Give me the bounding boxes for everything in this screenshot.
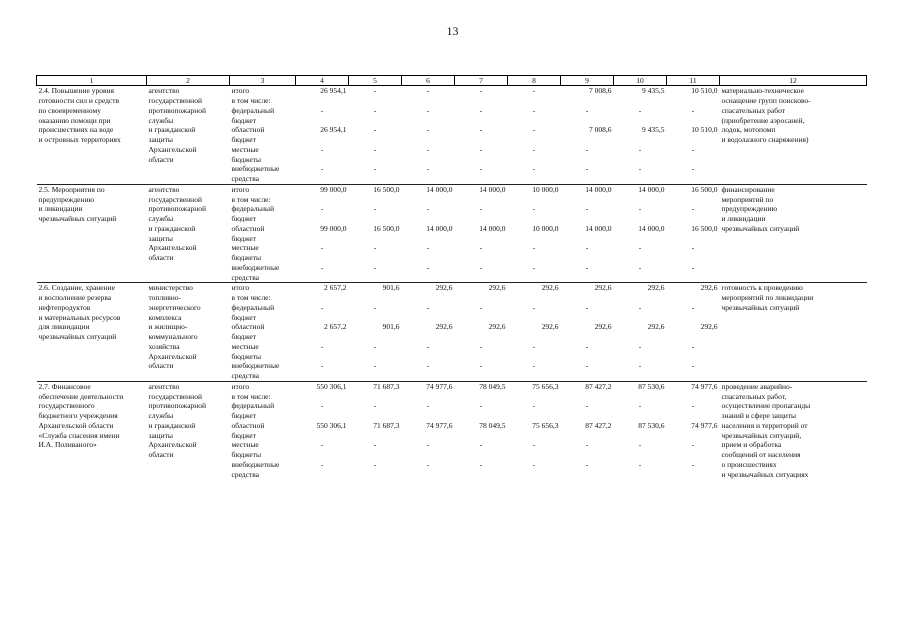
amount-cell: - bbox=[320, 302, 324, 312]
table-body bbox=[37, 76, 867, 480]
amount-cell: 71 687,3 bbox=[373, 420, 400, 430]
amount-cell: 71 687,3 bbox=[349, 381, 402, 391]
amount-cell: - bbox=[426, 144, 430, 154]
amount-cell: 901,6 bbox=[349, 283, 402, 293]
amount-cell bbox=[508, 392, 561, 402]
funding-source: областной бюджет bbox=[231, 420, 265, 440]
amount-cell: - bbox=[426, 361, 430, 371]
amount-cell: - bbox=[479, 125, 483, 135]
executor: министерство топливно- энергетического комплекса и жилищно- коммунального хозяйства Архангельской области bbox=[147, 283, 230, 382]
amount-cell: 26 954,1 bbox=[320, 125, 347, 135]
amount-cell: 26 954,1 bbox=[320, 86, 347, 96]
amount-cell: 75 656,3 bbox=[508, 381, 561, 391]
amount-cell: 14 000,0 bbox=[585, 223, 612, 233]
amount-cell: 14 000,0 bbox=[402, 184, 455, 194]
amount-cell: - bbox=[426, 302, 430, 312]
amount-cell: - bbox=[532, 440, 536, 450]
amount-cell: 901,6 bbox=[382, 322, 400, 332]
amount-cell: 16 500,0 bbox=[373, 223, 400, 233]
amount-cell: - bbox=[585, 459, 589, 469]
amount-cell: - bbox=[532, 341, 536, 351]
amount-cell: 292,6 bbox=[402, 283, 455, 293]
funding-source: в том числе: bbox=[231, 391, 271, 401]
amount-cell: - bbox=[638, 144, 642, 154]
amount-cell: - bbox=[691, 144, 695, 154]
amount-cell: - bbox=[638, 459, 642, 469]
amount-cell: 292,6 bbox=[435, 322, 453, 332]
activity-name: 2.7. Финансовое обеспечение деятельности государственного бюджетного учреждения Архангельской области «Служба спасения имени И.А. Поливаного» bbox=[37, 381, 147, 479]
amount-cell: - bbox=[373, 105, 377, 115]
amount-cell: 16 500,0 bbox=[667, 184, 720, 194]
expected-result: готовность к проведению мероприятий по ликвидации чрезвычайных ситуаций bbox=[720, 283, 867, 382]
amount-cell: - bbox=[691, 105, 695, 115]
amount-cell: 7 008,6 bbox=[589, 86, 612, 96]
amount-cell: 99 000,0 bbox=[296, 184, 349, 194]
amount-cell: 14 000,0 bbox=[426, 223, 453, 233]
expected-result: проведение аварийно- спасательных работ, осуществление пропаганды знаний в сфере защиты населения и территорий от чрезвычайных ситуаций, прием и обработка сообщений от населения о происшествиях и чрезвычайных ситуациях bbox=[720, 381, 867, 479]
column-number: 7 bbox=[455, 76, 508, 86]
amount-cell bbox=[402, 195, 455, 205]
amount-cell bbox=[349, 293, 402, 303]
amount-cell bbox=[667, 392, 720, 402]
executor: агентство государственной противопожарной службы и гражданской защиты Архангельской области bbox=[148, 86, 207, 164]
amount-cell bbox=[667, 195, 720, 205]
amount-cell: 14 000,0 bbox=[614, 184, 667, 194]
funding-source: в том числе: bbox=[231, 293, 271, 302]
amount-cell: - bbox=[638, 401, 642, 411]
column-number: 3 bbox=[230, 76, 296, 86]
amount-cell: - bbox=[479, 459, 483, 469]
table-row bbox=[37, 381, 867, 391]
amount-cell: 2 657,2 bbox=[324, 322, 347, 332]
amount-cell: - bbox=[373, 164, 377, 174]
column-number: 10 bbox=[614, 76, 667, 86]
amount-cell: - bbox=[638, 440, 642, 450]
amount-cell: - bbox=[691, 440, 695, 450]
amount-cell: - bbox=[532, 459, 536, 469]
amount-cell bbox=[508, 293, 561, 303]
amount-cell: - bbox=[585, 164, 589, 174]
amount-cell: - bbox=[638, 105, 642, 115]
amount-cell: - bbox=[373, 440, 377, 450]
amount-cell: - bbox=[320, 105, 324, 115]
amount-cell bbox=[455, 96, 508, 106]
amount-cell: - bbox=[691, 243, 695, 253]
executor: агентство государственной противопожарной службы и гражданской защиты Архангельской области bbox=[147, 381, 230, 479]
amount-cell bbox=[402, 293, 455, 303]
amount-cell: - bbox=[638, 164, 642, 174]
amount-cell: - bbox=[532, 125, 536, 135]
activity-name: 2.5. Мероприятия по предупреждению и ликвидации чрезвычайных ситуаций bbox=[37, 184, 147, 283]
amount-cell: - bbox=[585, 401, 589, 411]
amount-cell: - bbox=[691, 164, 695, 174]
page-number: 13 bbox=[446, 24, 459, 38]
amount-cell: 9 435,5 bbox=[642, 125, 665, 135]
amount-cell: - bbox=[532, 302, 536, 312]
amount-cell: 87 427,2 bbox=[585, 420, 612, 430]
amount-cell: - bbox=[373, 86, 377, 96]
amount-cell bbox=[296, 195, 349, 205]
funding-source: итого bbox=[230, 283, 296, 293]
amount-cell: - bbox=[426, 401, 430, 411]
expected-result: финансирование мероприятий по предупреждению и ликвидации чрезвычайных ситуаций bbox=[720, 184, 867, 283]
amount-cell: 16 500,0 bbox=[691, 223, 718, 233]
amount-cell: - bbox=[691, 459, 695, 469]
amount-cell: 292,6 bbox=[508, 283, 561, 293]
amount-cell: - bbox=[373, 401, 377, 411]
funding-source: областной бюджет bbox=[231, 125, 265, 144]
amount-cell bbox=[614, 96, 667, 106]
amount-cell: 7 008,6 bbox=[589, 125, 612, 135]
amount-cell: - bbox=[585, 302, 589, 312]
amount-cell: - bbox=[479, 361, 483, 371]
amount-cell: 74 977,6 bbox=[426, 420, 453, 430]
amount-cell: 74 977,6 bbox=[667, 381, 720, 391]
amount-cell: - bbox=[320, 459, 324, 469]
program-activities-table bbox=[36, 75, 867, 479]
column-number: 8 bbox=[508, 76, 561, 86]
funding-source: в том числе: bbox=[231, 194, 271, 204]
amount-cell: 292,6 bbox=[455, 283, 508, 293]
amount-cell: - bbox=[532, 204, 536, 214]
amount-cell: - bbox=[320, 262, 324, 272]
amount-cell: 14 000,0 bbox=[638, 223, 665, 233]
column-header-row bbox=[37, 76, 867, 86]
amount-cell: 14 000,0 bbox=[561, 184, 614, 194]
amount-cell: 74 977,6 bbox=[691, 420, 718, 430]
funding-source: итого bbox=[230, 184, 296, 194]
amount-cell: - bbox=[426, 204, 430, 214]
amount-cell: - bbox=[479, 341, 483, 351]
column-number: 11 bbox=[667, 76, 720, 86]
amount-cell: - bbox=[691, 401, 695, 411]
amount-cell bbox=[614, 293, 667, 303]
amount-cell bbox=[402, 392, 455, 402]
amount-cell: - bbox=[320, 144, 324, 154]
amount-cell: - bbox=[426, 125, 430, 135]
amount-cell: 10 000,0 bbox=[532, 223, 559, 233]
column-number: 5 bbox=[349, 76, 402, 86]
amount-cell: 78 049,5 bbox=[455, 381, 508, 391]
column-number: 4 bbox=[296, 76, 349, 86]
amount-cell: - bbox=[638, 204, 642, 214]
amount-cell: - bbox=[691, 341, 695, 351]
amount-cell: - bbox=[532, 86, 536, 96]
amount-cell bbox=[349, 96, 402, 106]
amount-cell: - bbox=[373, 144, 377, 154]
activity-name: 2.4. Повышение уровня готовности сил и средств по своевременному оказанию помощи при происшествиях на воде и островных территориях bbox=[38, 86, 121, 144]
amount-cell: - bbox=[638, 361, 642, 371]
amount-cell: - bbox=[320, 204, 324, 214]
amount-cell: 16 500,0 bbox=[349, 184, 402, 194]
amount-cell: - bbox=[479, 401, 483, 411]
amount-cell: - bbox=[479, 243, 483, 253]
amount-cell: - bbox=[585, 105, 589, 115]
funding-source: местные бюджеты bbox=[231, 243, 262, 262]
funding-source: федеральный бюджет bbox=[231, 204, 275, 223]
column-number: 2 bbox=[147, 76, 230, 86]
activity-name: 2.6. Создание, хранение и восполнение резерва нефтепродуктов и материальных ресурсов для ликвидации чрезвычайных ситуаций bbox=[37, 283, 147, 382]
amount-cell: - bbox=[479, 164, 483, 174]
amount-cell: 550 306,1 bbox=[316, 420, 347, 430]
funding-source: внебюджетные средства bbox=[231, 262, 280, 282]
amount-cell: - bbox=[638, 243, 642, 253]
amount-cell bbox=[614, 195, 667, 205]
amount-cell: - bbox=[426, 341, 430, 351]
amount-cell: 292,6 bbox=[594, 322, 612, 332]
amount-cell: - bbox=[373, 243, 377, 253]
amount-cell: - bbox=[532, 164, 536, 174]
amount-cell: - bbox=[373, 361, 377, 371]
amount-cell: - bbox=[373, 341, 377, 351]
table-row bbox=[37, 86, 867, 96]
amount-cell: 99 000,0 bbox=[320, 223, 347, 233]
funding-source: внебюджетные средства bbox=[231, 459, 280, 479]
amount-cell bbox=[508, 195, 561, 205]
amount-cell: 292,6 bbox=[488, 322, 506, 332]
amount-cell: - bbox=[479, 302, 483, 312]
amount-cell: - bbox=[320, 164, 324, 174]
amount-cell: - bbox=[479, 86, 483, 96]
funding-source: итого bbox=[230, 381, 296, 391]
amount-cell: 9 435,5 bbox=[642, 86, 665, 96]
amount-cell: 292,6 bbox=[647, 322, 665, 332]
amount-cell: - bbox=[373, 125, 377, 135]
funding-source: местные бюджеты bbox=[231, 144, 262, 164]
amount-cell: - bbox=[426, 105, 430, 115]
amount-cell: - bbox=[479, 204, 483, 214]
amount-cell bbox=[296, 96, 349, 106]
amount-cell: - bbox=[320, 440, 324, 450]
amount-cell: - bbox=[585, 204, 589, 214]
funding-source: в том числе: bbox=[231, 96, 271, 105]
amount-cell bbox=[561, 392, 614, 402]
amount-cell: 87 530,6 bbox=[614, 381, 667, 391]
amount-cell: - bbox=[373, 262, 377, 272]
amount-cell: - bbox=[585, 144, 589, 154]
amount-cell: - bbox=[585, 440, 589, 450]
expected-result: материально-техническое оснащение групп поисково- спасательных работ (приобретение аэросаней, лодок, мотопомп и водолазного снаряжения) bbox=[721, 86, 811, 144]
amount-cell: - bbox=[479, 105, 483, 115]
amount-cell: - bbox=[479, 262, 483, 272]
amount-cell: 87 427,2 bbox=[561, 381, 614, 391]
amount-cell: 2 657,2 bbox=[296, 283, 349, 293]
amount-cell bbox=[296, 392, 349, 402]
amount-cell: - bbox=[426, 262, 430, 272]
amount-cell bbox=[508, 96, 561, 106]
funding-source: итого bbox=[231, 86, 250, 96]
amount-cell: 292,6 bbox=[561, 283, 614, 293]
amount-cell bbox=[455, 392, 508, 402]
funding-source: местные бюджеты bbox=[231, 341, 262, 361]
amount-cell: 292,6 bbox=[541, 322, 559, 332]
amount-cell: 292,6 bbox=[614, 283, 667, 293]
amount-cell: - bbox=[479, 144, 483, 154]
amount-cell: 14 000,0 bbox=[479, 223, 506, 233]
funding-source: внебюджетные средства bbox=[231, 164, 280, 183]
amount-cell: - bbox=[320, 401, 324, 411]
column-number: 12 bbox=[720, 76, 867, 86]
amount-cell: 292,6 bbox=[700, 322, 718, 332]
amount-cell bbox=[614, 392, 667, 402]
amount-cell bbox=[667, 293, 720, 303]
amount-cell: - bbox=[638, 302, 642, 312]
amount-cell bbox=[402, 96, 455, 106]
amount-cell: - bbox=[320, 243, 324, 253]
amount-cell: - bbox=[532, 243, 536, 253]
amount-cell: 10 000,0 bbox=[508, 184, 561, 194]
table-row bbox=[37, 184, 867, 194]
amount-cell: - bbox=[585, 243, 589, 253]
amount-cell bbox=[296, 293, 349, 303]
amount-cell: - bbox=[426, 243, 430, 253]
amount-cell: - bbox=[320, 341, 324, 351]
column-number: 6 bbox=[402, 76, 455, 86]
amount-cell: - bbox=[585, 262, 589, 272]
amount-cell: - bbox=[532, 361, 536, 371]
amount-cell: - bbox=[426, 86, 430, 96]
amount-cell: 14 000,0 bbox=[455, 184, 508, 194]
amount-cell: - bbox=[426, 459, 430, 469]
amount-cell: - bbox=[638, 341, 642, 351]
amount-cell: 75 656,3 bbox=[532, 420, 559, 430]
amount-cell: 10 510,0 bbox=[691, 125, 718, 135]
amount-cell: 292,6 bbox=[667, 283, 720, 293]
amount-cell: - bbox=[638, 262, 642, 272]
amount-cell bbox=[455, 293, 508, 303]
amount-cell: - bbox=[691, 204, 695, 214]
amount-cell: - bbox=[532, 262, 536, 272]
amount-cell: - bbox=[373, 459, 377, 469]
table-row bbox=[37, 283, 867, 293]
funding-source: федеральный бюджет bbox=[231, 401, 275, 420]
amount-cell bbox=[667, 96, 720, 106]
amount-cell bbox=[561, 96, 614, 106]
amount-cell bbox=[349, 392, 402, 402]
column-number: 9 bbox=[561, 76, 614, 86]
funding-source: областной бюджет bbox=[231, 322, 265, 341]
funding-source: федеральный бюджет bbox=[231, 105, 275, 125]
amount-cell bbox=[561, 293, 614, 303]
amount-cell: - bbox=[373, 302, 377, 312]
amount-cell: 87 530,6 bbox=[638, 420, 665, 430]
amount-cell bbox=[561, 195, 614, 205]
amount-cell: - bbox=[479, 440, 483, 450]
amount-cell: 74 977,6 bbox=[402, 381, 455, 391]
amount-cell: - bbox=[585, 341, 589, 351]
amount-cell: - bbox=[532, 105, 536, 115]
amount-cell: - bbox=[373, 204, 377, 214]
amount-cell: - bbox=[691, 262, 695, 272]
amount-cell: - bbox=[320, 361, 324, 371]
funding-source: внебюджетные средства bbox=[231, 361, 280, 380]
amount-cell: 78 049,5 bbox=[479, 420, 506, 430]
funding-source: местные бюджеты bbox=[231, 440, 262, 459]
amount-cell: - bbox=[585, 361, 589, 371]
funding-source: федеральный бюджет bbox=[231, 302, 275, 322]
amount-cell: - bbox=[691, 361, 695, 371]
executor: агентство государственной противопожарной службы и гражданской защиты Архангельской области bbox=[147, 184, 230, 283]
amount-cell: - bbox=[691, 302, 695, 312]
amount-cell: 10 510,0 bbox=[691, 86, 718, 96]
amount-cell: - bbox=[426, 164, 430, 174]
amount-cell bbox=[455, 195, 508, 205]
amount-cell: - bbox=[532, 144, 536, 154]
amount-cell: - bbox=[532, 401, 536, 411]
amount-cell: 550 306,1 bbox=[296, 381, 349, 391]
funding-source: областной бюджет bbox=[231, 223, 265, 243]
amount-cell: - bbox=[426, 440, 430, 450]
column-number: 1 bbox=[37, 76, 147, 86]
amount-cell bbox=[349, 195, 402, 205]
